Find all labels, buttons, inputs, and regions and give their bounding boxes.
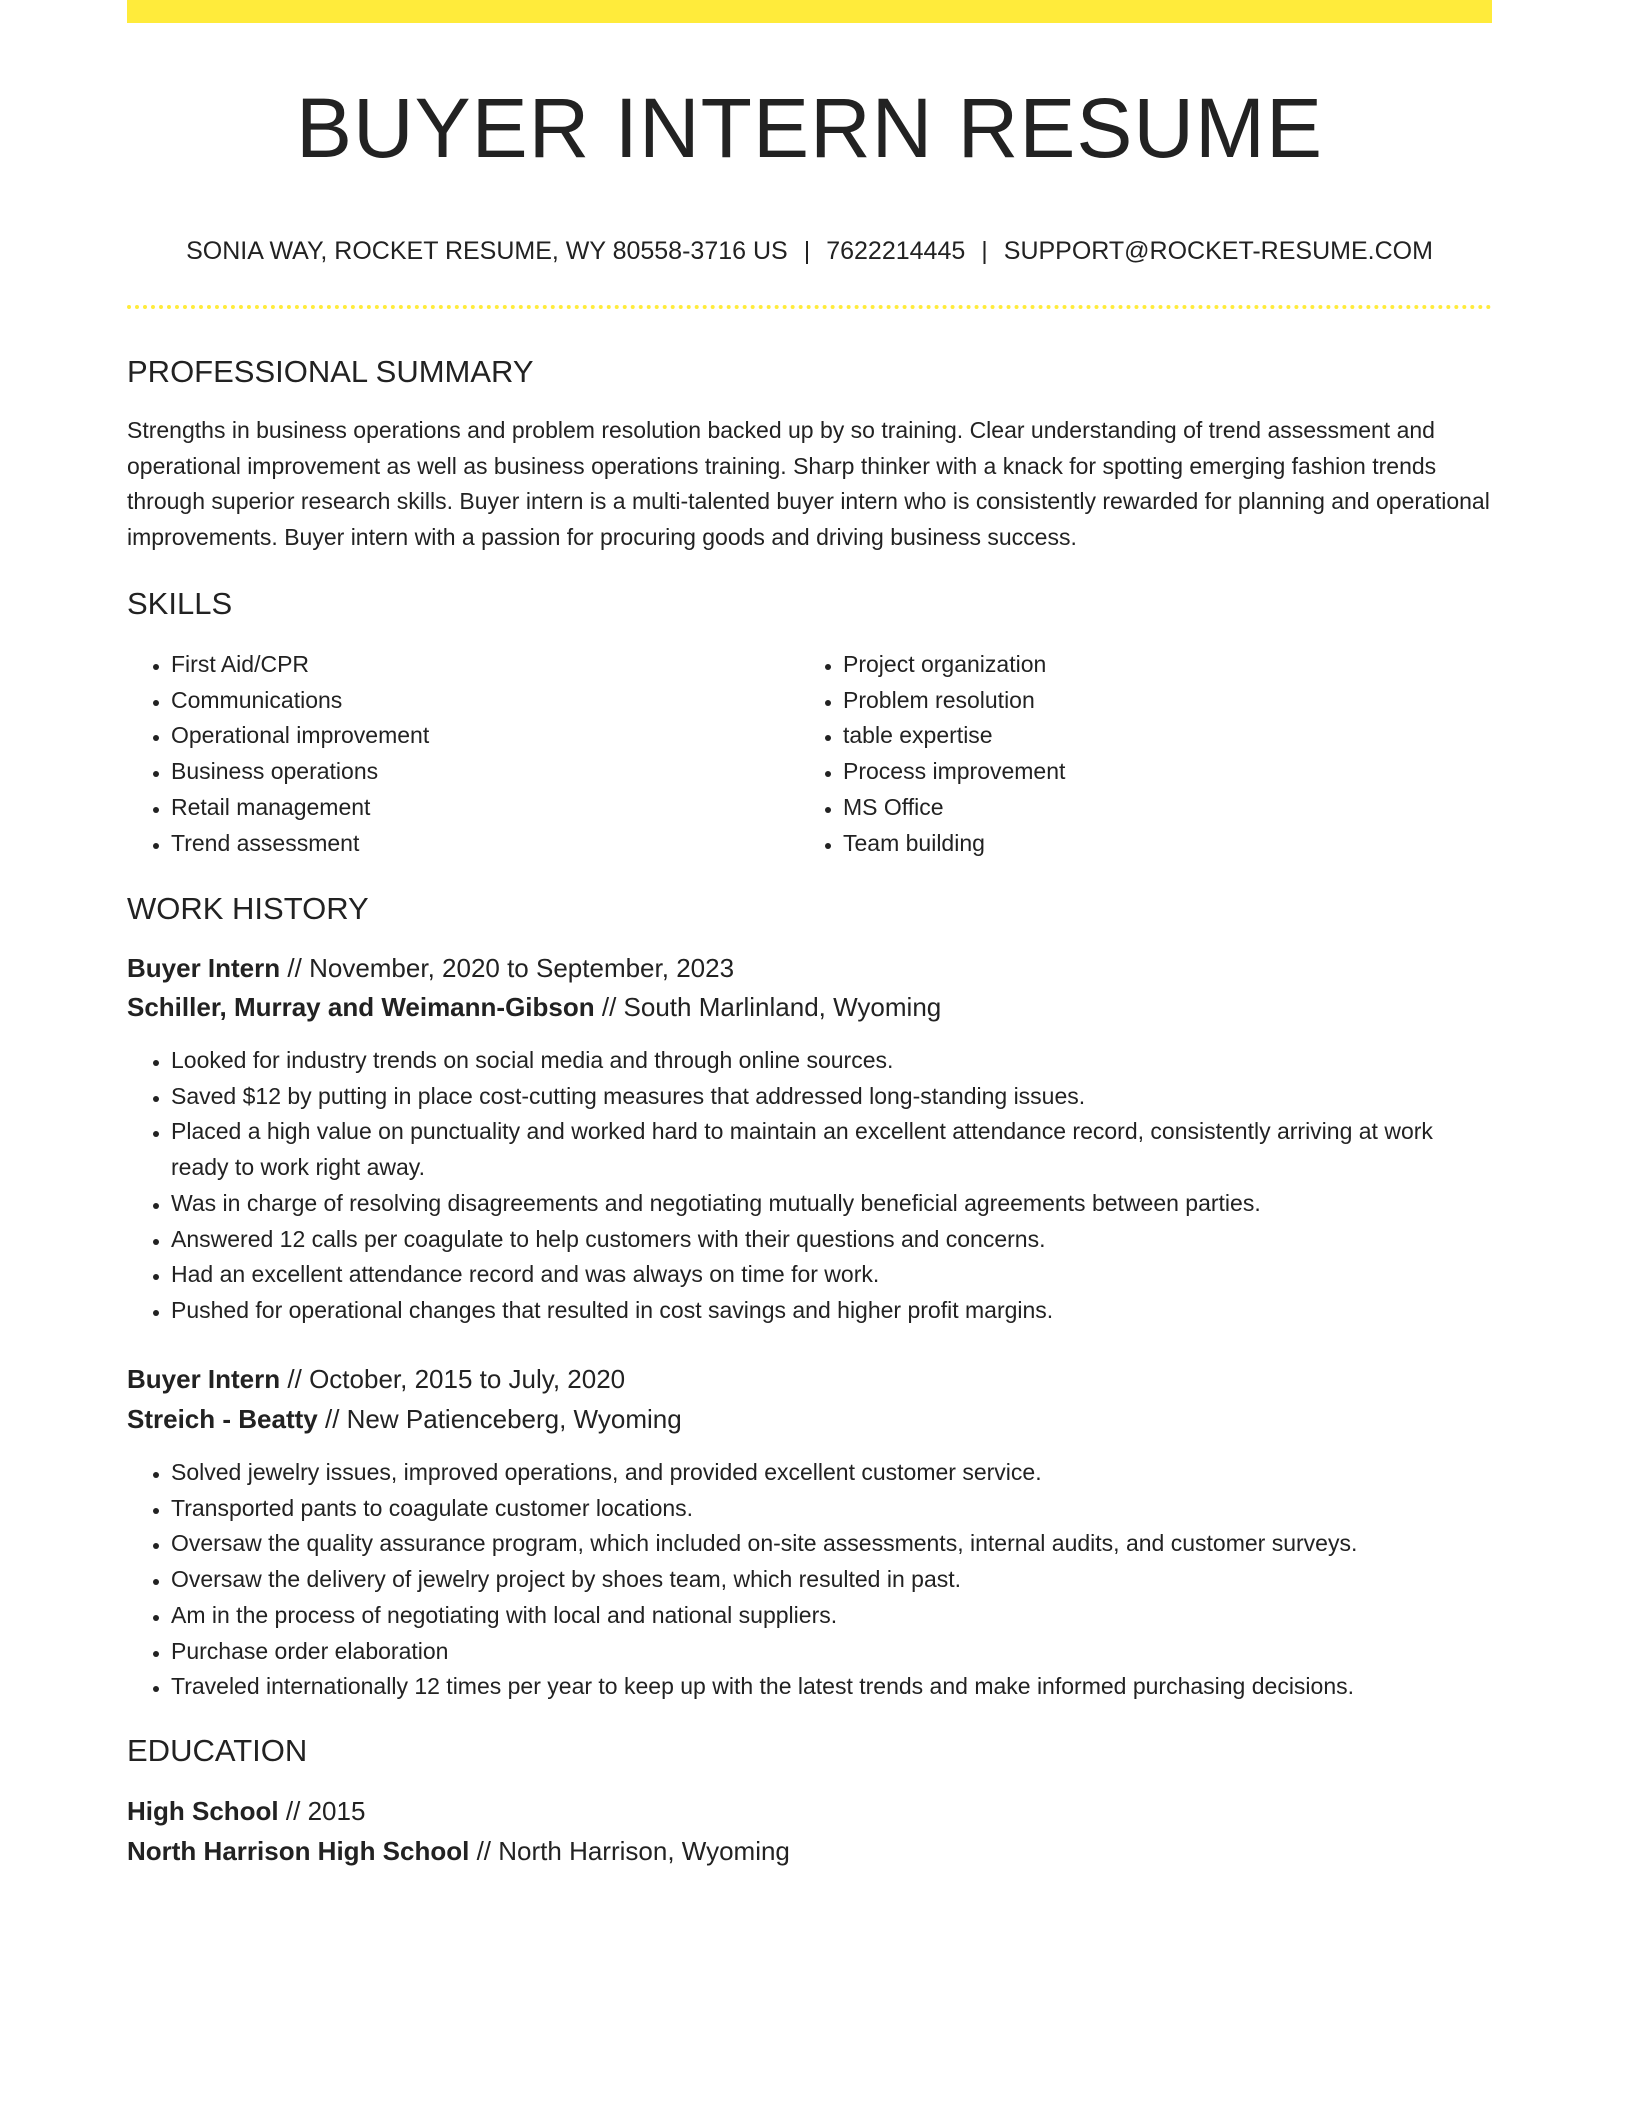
skill-item: • Process improvement [843,754,1471,790]
contact-separator: | [803,237,811,265]
skill-item: • Project organization [843,647,1471,683]
education-school-line [127,1835,790,1867]
skill-item: • Problem resolution [843,683,1471,719]
education-location: North Harrison, Wyoming [498,1836,790,1866]
education-separator: // [285,1796,301,1826]
job-location: New Patienceberg, Wyoming [346,1404,682,1434]
job-separator: // [287,953,302,983]
job-bullet: • Saved $12 by putting in place cost-cutting measures that addressed long-standing issues. [171,1079,1492,1115]
skill-item: • Team building [843,826,1471,862]
job-location: South Marlinland, Wyoming [623,992,942,1022]
contact-phone: 7622214445 [826,237,966,265]
contact-address: SONIA WAY, ROCKET RESUME, WY 80558-3716 US [186,237,788,265]
contact-separator: | [981,237,988,265]
skill-item: • Business operations [171,754,799,790]
job-separator: // [287,1364,302,1394]
work-history-heading: WORK HISTORY [127,891,369,926]
job-bullet: • Traveled internationally 12 times per year to keep up with the latest trends and make informed purchasing decisions. [171,1669,1492,1705]
skills-column-right [799,647,1471,861]
job-bullet: • Transported pants to coagulate customer locations. [171,1491,1492,1527]
job-title-line [127,1363,625,1395]
job-company: Schiller, Murray and Weimann-Gibson [127,992,595,1022]
skills-list [127,647,1492,861]
job-title: Buyer Intern [127,1364,281,1394]
job-title: Buyer Intern [127,953,281,983]
job-bullet: • Oversaw the quality assurance program, which included on-site assessments, internal audits, and customer surveys. [171,1526,1492,1562]
job-title-line [127,952,734,984]
skill-item: • table expertise [843,718,1471,754]
job-company-line [127,991,941,1023]
job-bullet: • Solved jewelry issues, improved operations, and provided excellent customer service. [171,1455,1492,1491]
education-school: North Harrison High School [127,1836,470,1866]
summary-text: Strengths in business operations and problem resolution backed up by so training. Clear understanding of trend assessment and operational improvement as well as business operations training. Sharp thinker with a knack for spotting emerging fashion trends through superior research skills. Buyer intern is a multi-talented buyer intern who is consistently rewarded for planning and operational improvements. Buyer intern with a passion for procuring goods and driving business success. [127,417,1490,551]
summary-heading: PROFESSIONAL SUMMARY [127,354,534,389]
job-bullet: • Placed a high value on punctuality and worked hard to maintain an excellent attendance record, consistently arriving at work ready to work right away. [171,1114,1492,1185]
skills-column-left [127,647,799,861]
skill-item: • MS Office [843,790,1471,826]
job-dates: October, 2015 to July, 2020 [309,1364,626,1394]
job-bullet: • Answered 12 calls per coagulate to help customers with their questions and concerns. [171,1222,1492,1258]
job-bullets [127,1043,1492,1329]
job-bullet: • Oversaw the delivery of jewelry project by shoes team, which resulted in past. [171,1562,1492,1598]
job-separator: // [601,992,617,1022]
education-heading: EDUCATION [127,1733,308,1768]
job-dates: November, 2020 to September, 2023 [309,953,735,983]
skill-item: • Retail management [171,790,799,826]
skills-heading: SKILLS [127,586,233,621]
education-year: 2015 [307,1796,366,1826]
education-separator: // [476,1836,492,1866]
job-separator: // [324,1404,340,1434]
job-bullet: • Had an excellent attendance record and was always on time for work. [171,1257,1492,1293]
job-company-line [127,1403,682,1435]
job-bullets [127,1455,1492,1705]
resume-content [127,0,1492,1866]
job-bullet: • Looked for industry trends on social media and through online sources. [171,1043,1492,1079]
skill-item: • Communications [171,683,799,719]
contact-info [127,236,1492,266]
skill-item: • Trend assessment [171,826,799,862]
skill-item: • Operational improvement [171,718,799,754]
resume-title: BUYER INTERN RESUME [295,81,1324,175]
skill-item: • First Aid/CPR [171,647,799,683]
header-divider [127,305,1492,309]
job-company: Streich - Beatty [127,1404,318,1434]
contact-email: SUPPORT@ROCKET-RESUME.COM [1003,237,1433,265]
job-bullet: • Am in the process of negotiating with local and national suppliers. [171,1598,1492,1634]
education-degree-line [127,1795,365,1827]
job-bullet: • Pushed for operational changes that resulted in cost savings and higher profit margins. [171,1293,1492,1329]
education-degree: High School [127,1796,279,1826]
job-bullet: • Purchase order elaboration [171,1634,1492,1670]
job-bullet: • Was in charge of resolving disagreements and negotiating mutually beneficial agreements between parties. [171,1186,1492,1222]
